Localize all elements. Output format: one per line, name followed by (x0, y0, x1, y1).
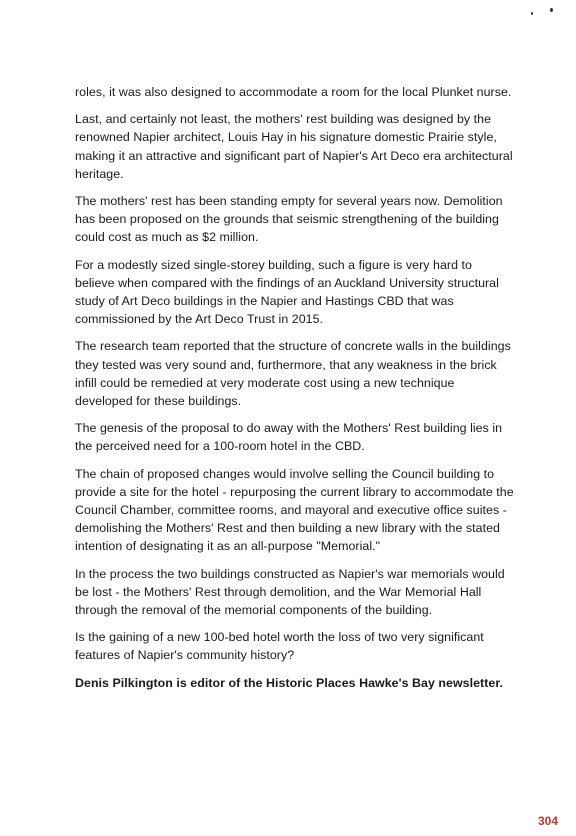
scan-speck (531, 12, 533, 15)
paragraph: The chain of proposed changes would involve selling the Council building to provide a site for the hotel - repurposing the current library to accommodate the Council Chamber, committee rooms, and mayoral and executive office suites - demolishing the Mothers' Rest and then building a new library with the stated intention of designating it as an all-purpose "Memorial." (75, 466, 514, 554)
paragraph: In the process the two buildings constructed as Napier's war memorials would be lost - the Mothers' Rest through demolition, and the War Memorial Hall through the removal of the memorial components of the building. (75, 566, 505, 618)
paragraph: Is the gaining of a new 100-bed hotel worth the loss of two very significant features of Napier's community history? (75, 630, 484, 663)
scan-speck (550, 8, 553, 12)
page-number: 304 (537, 814, 558, 828)
paragraph: roles, it was also designed to accommodate a room for the local Plunket nurse. (75, 85, 512, 99)
paragraph: Last, and certainly not least, the mothers' rest building was designed by the renowned Napier architect, Louis Hay in his signature domestic Prairie style, making it an attractive and significant part of Napier's Art Deco era architectural heritage. (75, 112, 513, 181)
author-byline: Denis Pilkington is editor of the Historic Places Hawke's Bay newsletter. (75, 675, 504, 690)
paragraph: The mothers' rest has been standing empty for several years now. Demolition has been proposed on the grounds that seismic strengthening of the building could cost as much as $2 million. (75, 194, 503, 245)
paragraph: The genesis of the proposal to do away with the Mothers' Rest building lies in the perceived need for a 100-room hotel in the CBD. (75, 421, 503, 454)
paragraph: The research team reported that the structure of concrete walls in the buildings they tested was very sound and, furthermore, that any weakness in the brick infill could be remedied at very moderate cost using a new technique developed for these buildings. (75, 339, 511, 409)
paragraph: For a modestly sized single-storey building, such a figure is very hard to believe when compared with the findings of an Auckland University structural study of Art Deco buildings in the Napier and Hastings CBD that was commissioned by the Art Deco Trust in 2015. (75, 257, 499, 327)
article-body (75, 83, 515, 701)
